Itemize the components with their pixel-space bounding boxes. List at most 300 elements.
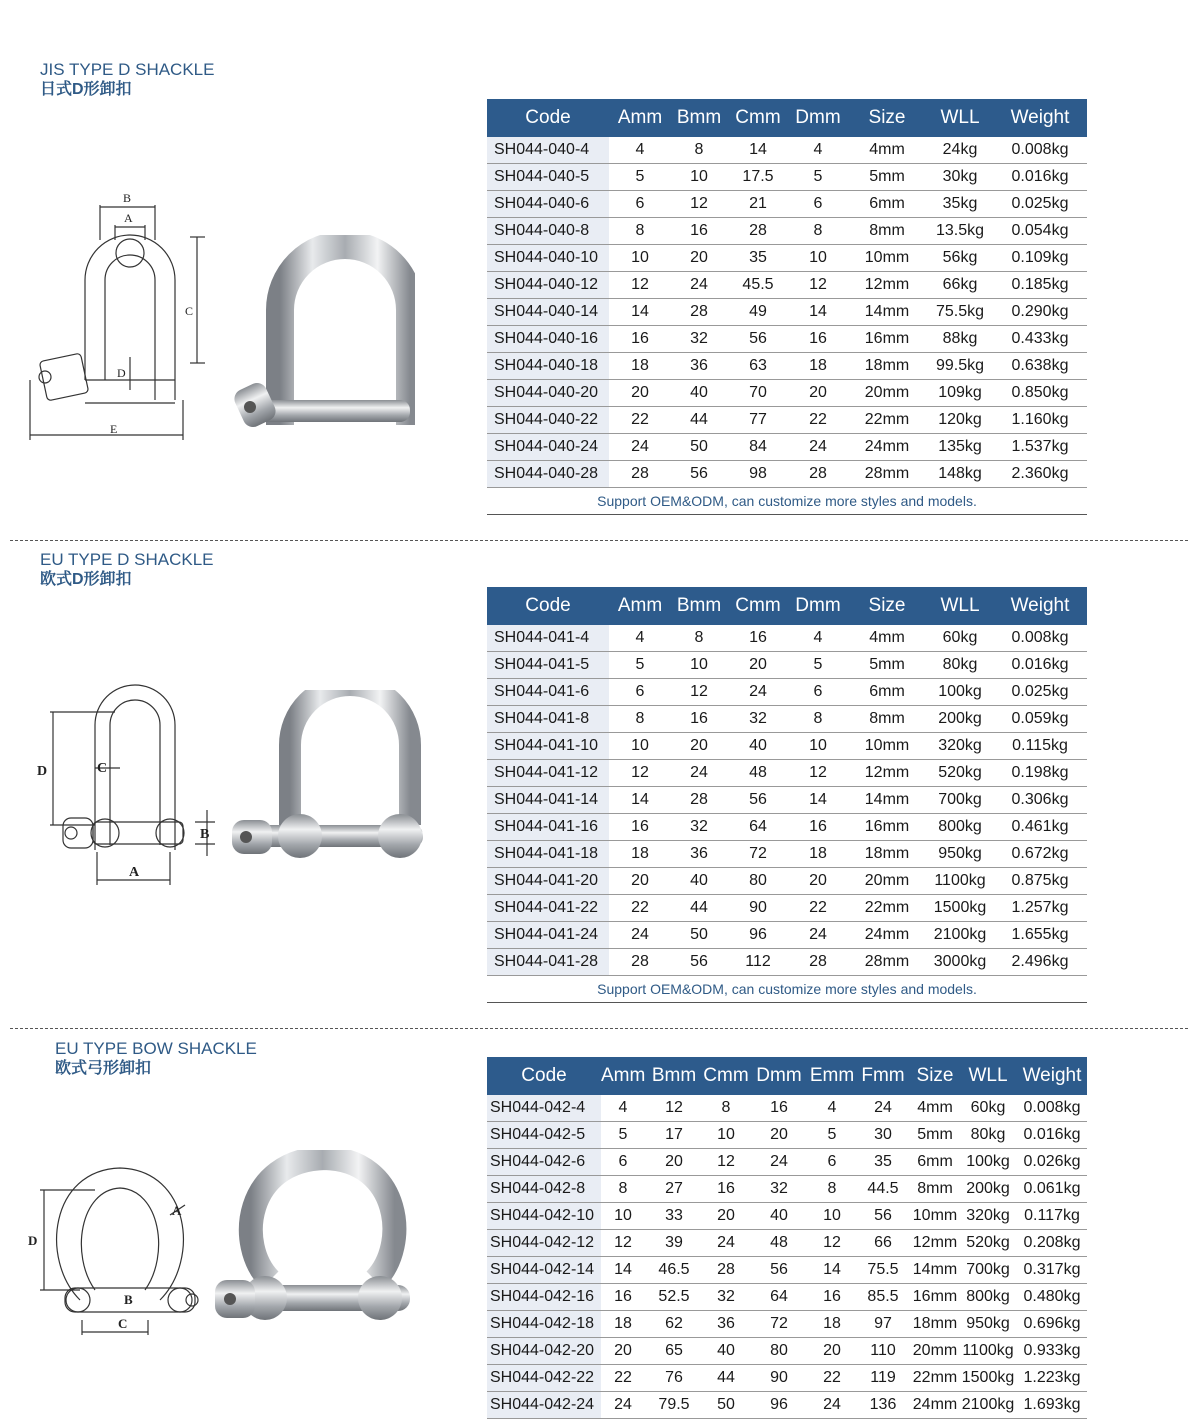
table-cell: 99.5kg (927, 353, 993, 380)
section-3-title (55, 1039, 257, 1079)
table-cell: 16 (609, 326, 671, 353)
table-cell: 56 (749, 1257, 809, 1284)
eu-bow-spec-table (487, 1057, 1087, 1419)
table-cell: 28 (703, 1257, 749, 1284)
table-cell: 4 (609, 137, 671, 164)
table-cell: 200kg (927, 706, 993, 733)
table-cell: 20 (671, 245, 727, 272)
table-cell: 24 (609, 434, 671, 461)
table-cell: 0.025kg (993, 191, 1087, 218)
table-cell: 48 (727, 760, 789, 787)
table-cell: 100kg (959, 1149, 1017, 1176)
table-cell: 3000kg (927, 949, 993, 976)
table-row (487, 353, 1087, 380)
table-row (487, 1149, 1087, 1176)
table-row (487, 272, 1087, 299)
table-cell: 4 (609, 625, 671, 652)
table-cell: 12 (703, 1149, 749, 1176)
table-cell: 22 (809, 1365, 855, 1392)
section-2-title (40, 550, 214, 590)
table-cell: 12mm (847, 760, 927, 787)
table-cell: 20 (703, 1203, 749, 1230)
product-code-cell: SH044-042-14 (487, 1257, 601, 1284)
table-cell: 18 (601, 1311, 645, 1338)
table-cell: 4mm (847, 137, 927, 164)
table-cell: 12 (609, 272, 671, 299)
table-row (487, 652, 1087, 679)
column-header-dmm: Dmm (749, 1057, 809, 1095)
table-cell: 800kg (959, 1284, 1017, 1311)
table-cell: 10 (671, 652, 727, 679)
table-cell: 12 (645, 1095, 703, 1122)
product-code-cell: SH044-042-5 (487, 1122, 601, 1149)
table-row (487, 895, 1087, 922)
table-cell: 1.257kg (993, 895, 1087, 922)
table-cell: 32 (703, 1284, 749, 1311)
table-cell: 10mm (847, 733, 927, 760)
table-row (487, 760, 1087, 787)
section-2-title-en: EU TYPE D SHACKLE (40, 550, 214, 569)
table-cell: 16 (727, 625, 789, 652)
product-code-cell: SH044-040-4 (487, 137, 609, 164)
table-cell: 0.290kg (993, 299, 1087, 326)
table-cell: 44 (703, 1365, 749, 1392)
table-cell: 20mm (911, 1338, 959, 1365)
product-code-cell: SH044-040-16 (487, 326, 609, 353)
table-row (487, 137, 1087, 164)
table-row (487, 245, 1087, 272)
eu-d-shackle-diagram (25, 680, 225, 890)
table-cell: 63 (727, 353, 789, 380)
table-cell: 0.198kg (993, 760, 1087, 787)
table-cell: 112 (727, 949, 789, 976)
table-cell: 20 (789, 868, 847, 895)
table-cell: 6mm (847, 191, 927, 218)
dim-label: D (37, 764, 48, 779)
table-row (487, 868, 1087, 895)
table-cell: 4mm (911, 1095, 959, 1122)
table-cell: 40 (749, 1203, 809, 1230)
table-cell: 20mm (847, 868, 927, 895)
table-cell: 16 (601, 1284, 645, 1311)
table-row (487, 1095, 1087, 1122)
table-cell: 2100kg (927, 922, 993, 949)
dim-label: A (129, 865, 140, 880)
table-cell: 5 (809, 1122, 855, 1149)
table-cell: 1.223kg (1017, 1365, 1087, 1392)
table-cell: 22mm (847, 895, 927, 922)
table-row (487, 1365, 1087, 1392)
table-cell: 98 (727, 461, 789, 488)
table-cell: 50 (703, 1392, 749, 1419)
table-cell: 20 (609, 868, 671, 895)
table-cell: 5 (601, 1122, 645, 1149)
table-cell: 22 (609, 895, 671, 922)
table-cell: 1100kg (927, 868, 993, 895)
table-cell: 1500kg (959, 1365, 1017, 1392)
table-cell: 18 (789, 353, 847, 380)
table-cell: 56 (671, 461, 727, 488)
table-cell: 20 (645, 1149, 703, 1176)
table-cell: 65 (645, 1338, 703, 1365)
table-cell: 0.115kg (993, 733, 1087, 760)
table-cell: 119 (855, 1365, 911, 1392)
table-cell: 1.160kg (993, 407, 1087, 434)
table-cell: 35 (855, 1149, 911, 1176)
product-code-cell: SH044-042-6 (487, 1149, 601, 1176)
column-header-wll: WLL (959, 1057, 1017, 1095)
product-code-cell: SH044-042-8 (487, 1176, 601, 1203)
product-code-cell: SH044-041-10 (487, 733, 609, 760)
table-cell: 8 (609, 218, 671, 245)
column-header-amm: Amm (601, 1057, 645, 1095)
table-cell: 1.693kg (1017, 1392, 1087, 1419)
column-header-emm: Emm (809, 1057, 855, 1095)
table-cell: 28 (789, 949, 847, 976)
table-cell: 12 (789, 272, 847, 299)
table-cell: 0.696kg (1017, 1311, 1087, 1338)
table-row (487, 679, 1087, 706)
table-cell: 36 (671, 841, 727, 868)
table-row (487, 733, 1087, 760)
product-code-cell: SH044-041-8 (487, 706, 609, 733)
table-cell: 46.5 (645, 1257, 703, 1284)
table-cell: 0.185kg (993, 272, 1087, 299)
table-cell: 40 (671, 380, 727, 407)
table-cell: 70 (727, 380, 789, 407)
table-cell: 79.5 (645, 1392, 703, 1419)
dim-label: E (110, 422, 118, 436)
table-cell: 8 (609, 706, 671, 733)
product-code-cell: SH044-041-20 (487, 868, 609, 895)
table-row (487, 461, 1087, 488)
column-header-cmm: Cmm (703, 1057, 749, 1095)
table-row (487, 380, 1087, 407)
section-3-title-en: EU TYPE BOW SHACKLE (55, 1039, 257, 1058)
table-row (487, 1311, 1087, 1338)
table-cell: 80 (727, 868, 789, 895)
table-cell: 32 (671, 814, 727, 841)
table-cell: 14 (789, 299, 847, 326)
column-header-cmm: Cmm (727, 587, 789, 625)
product-code-cell: SH044-040-18 (487, 353, 609, 380)
jis-spec-table (487, 99, 1087, 515)
table-cell: 14 (789, 787, 847, 814)
table-cell: 76 (645, 1365, 703, 1392)
column-header-code: Code (487, 587, 609, 625)
column-header-dmm: Dmm (789, 99, 847, 137)
table-cell: 44.5 (855, 1176, 911, 1203)
table-cell: 10 (703, 1122, 749, 1149)
table-cell: 8 (703, 1095, 749, 1122)
table-cell: 0.026kg (1017, 1149, 1087, 1176)
product-code-cell: SH044-042-24 (487, 1392, 601, 1419)
table-cell: 6 (609, 191, 671, 218)
table-row (487, 1122, 1087, 1149)
table-cell: 28 (609, 461, 671, 488)
column-header-wll: WLL (927, 99, 993, 137)
table-cell: 14 (809, 1257, 855, 1284)
table-cell: 16 (609, 814, 671, 841)
product-code-cell: SH044-040-6 (487, 191, 609, 218)
table-cell: 18 (609, 841, 671, 868)
table-cell: 4 (809, 1095, 855, 1122)
table-cell: 5 (789, 652, 847, 679)
table-cell: 20 (809, 1338, 855, 1365)
table-cell: 66kg (927, 272, 993, 299)
product-code-cell: SH044-040-28 (487, 461, 609, 488)
table-row (487, 625, 1087, 652)
table-cell: 60kg (959, 1095, 1017, 1122)
table-cell: 24 (601, 1392, 645, 1419)
column-header-size: Size (911, 1057, 959, 1095)
product-code-cell: SH044-040-14 (487, 299, 609, 326)
table-cell: 0.672kg (993, 841, 1087, 868)
table-cell: 77 (727, 407, 789, 434)
table-cell: 60kg (927, 625, 993, 652)
table-cell: 16 (789, 326, 847, 353)
table-cell: 16mm (911, 1284, 959, 1311)
table-cell: 30kg (927, 164, 993, 191)
dim-label: C (97, 761, 108, 776)
table-cell: 85.5 (855, 1284, 911, 1311)
table-cell: 40 (703, 1338, 749, 1365)
table-cell: 18mm (847, 841, 927, 868)
table-cell: 64 (727, 814, 789, 841)
table-cell: 12 (789, 760, 847, 787)
table-cell: 24 (703, 1230, 749, 1257)
table-cell: 10 (789, 733, 847, 760)
table-cell: 40 (727, 733, 789, 760)
table-cell: 22 (789, 407, 847, 434)
table-cell: 135kg (927, 434, 993, 461)
table-cell: 75.5kg (927, 299, 993, 326)
table-cell: 0.008kg (1017, 1095, 1087, 1122)
table-cell: 5 (789, 164, 847, 191)
table-cell: 0.933kg (1017, 1338, 1087, 1365)
table-cell: 950kg (959, 1311, 1017, 1338)
table-cell: 6 (601, 1149, 645, 1176)
table-cell: 0.875kg (993, 868, 1087, 895)
table-cell: 8mm (847, 218, 927, 245)
table-cell: 24 (671, 760, 727, 787)
table-cell: 75.5 (855, 1257, 911, 1284)
table-cell: 49 (727, 299, 789, 326)
table-cell: 14mm (911, 1257, 959, 1284)
table-cell: 20mm (847, 380, 927, 407)
table-cell: 17 (645, 1122, 703, 1149)
product-code-cell: SH044-042-10 (487, 1203, 601, 1230)
jis-d-shackle-diagram (25, 185, 205, 445)
table-cell: 24mm (847, 434, 927, 461)
table-cell: 52.5 (645, 1284, 703, 1311)
table-cell: 96 (727, 922, 789, 949)
table-cell: 24mm (847, 922, 927, 949)
table-cell: 6 (609, 679, 671, 706)
table-cell: 22 (789, 895, 847, 922)
table-cell: 36 (671, 353, 727, 380)
product-code-cell: SH044-040-24 (487, 434, 609, 461)
table-row (487, 191, 1087, 218)
table-cell: 45.5 (727, 272, 789, 299)
table-cell: 18 (789, 841, 847, 868)
table-cell: 72 (727, 841, 789, 868)
dim-label: A (172, 1203, 182, 1218)
table-cell: 14mm (847, 299, 927, 326)
table-cell: 200kg (959, 1176, 1017, 1203)
table-cell: 24kg (927, 137, 993, 164)
table-cell: 1.537kg (993, 434, 1087, 461)
table-cell: 136 (855, 1392, 911, 1419)
product-code-cell: SH044-041-6 (487, 679, 609, 706)
table-cell: 520kg (959, 1230, 1017, 1257)
section-divider (10, 540, 1188, 541)
product-code-cell: SH044-041-5 (487, 652, 609, 679)
table-cell: 0.433kg (993, 326, 1087, 353)
product-code-cell: SH044-042-22 (487, 1365, 601, 1392)
table-cell: 27 (645, 1176, 703, 1203)
table-cell: 14 (727, 137, 789, 164)
table-cell: 14 (609, 787, 671, 814)
table-cell: 520kg (927, 760, 993, 787)
table-cell: 28 (671, 787, 727, 814)
table-cell: 10 (609, 733, 671, 760)
table-cell: 8 (601, 1176, 645, 1203)
table-cell: 0.117kg (1017, 1203, 1087, 1230)
table-cell: 0.461kg (993, 814, 1087, 841)
table-cell: 72 (749, 1311, 809, 1338)
table-cell: 320kg (959, 1203, 1017, 1230)
table-cell: 8mm (911, 1176, 959, 1203)
product-code-cell: SH044-041-12 (487, 760, 609, 787)
table-cell: 0.008kg (993, 137, 1087, 164)
table-cell: 24mm (911, 1392, 959, 1419)
table-cell: 33 (645, 1203, 703, 1230)
table-cell: 24 (855, 1095, 911, 1122)
table-cell: 0.054kg (993, 218, 1087, 245)
table-cell: 14 (609, 299, 671, 326)
table-cell: 18mm (847, 353, 927, 380)
table-cell: 12 (671, 191, 727, 218)
table-row (487, 1203, 1087, 1230)
table-cell: 28 (671, 299, 727, 326)
table-cell: 17.5 (727, 164, 789, 191)
dim-label: C (118, 1316, 128, 1331)
table-cell: 8 (671, 137, 727, 164)
table-cell: 0.638kg (993, 353, 1087, 380)
table-cell: 24 (809, 1392, 855, 1419)
table-cell: 16 (809, 1284, 855, 1311)
table-cell: 0.016kg (993, 164, 1087, 191)
product-code-cell: SH044-041-18 (487, 841, 609, 868)
section-1-title-cn: 日式D形卸扣 (40, 81, 132, 98)
table-cell: 32 (749, 1176, 809, 1203)
table-cell: 24 (671, 272, 727, 299)
table-row (487, 407, 1087, 434)
table-cell: 22mm (911, 1365, 959, 1392)
table-cell: 320kg (927, 733, 993, 760)
table-cell: 950kg (927, 841, 993, 868)
table-cell: 24 (789, 434, 847, 461)
table-cell: 8 (789, 706, 847, 733)
table-cell: 20 (749, 1122, 809, 1149)
table-cell: 10 (601, 1203, 645, 1230)
table-cell: 97 (855, 1311, 911, 1338)
table-cell: 44 (671, 895, 727, 922)
column-header-code: Code (487, 1057, 601, 1095)
table-cell: 4 (789, 625, 847, 652)
table-cell: 10 (609, 245, 671, 272)
table-cell: 0.306kg (993, 787, 1087, 814)
table-row (487, 1392, 1087, 1419)
table-cell: 12 (609, 760, 671, 787)
table-row (487, 326, 1087, 353)
table-footer-note: Support OEM&ODM, can customize more styles and models. (487, 488, 1087, 515)
table-cell: 4 (601, 1095, 645, 1122)
column-header-size: Size (847, 99, 927, 137)
dim-label: D (28, 1233, 38, 1248)
table-cell: 16 (789, 814, 847, 841)
table-cell: 0.025kg (993, 679, 1087, 706)
table-cell: 18mm (911, 1311, 959, 1338)
eu-d-spec-table (487, 587, 1087, 1003)
table-cell: 90 (727, 895, 789, 922)
table-cell: 21 (727, 191, 789, 218)
table-cell: 2.360kg (993, 461, 1087, 488)
table-row (487, 1338, 1087, 1365)
column-header-code: Code (487, 99, 609, 137)
product-code-cell: SH044-040-8 (487, 218, 609, 245)
table-cell: 4mm (847, 625, 927, 652)
column-header-weight: Weight (993, 587, 1087, 625)
table-cell: 64 (749, 1284, 809, 1311)
table-cell: 5mm (911, 1122, 959, 1149)
product-code-cell: SH044-040-20 (487, 380, 609, 407)
table-cell: 32 (671, 326, 727, 353)
table-cell: 20 (609, 380, 671, 407)
eu-d-shackle-photo (230, 690, 425, 875)
section-divider (10, 1028, 1188, 1029)
table-cell: 0.016kg (993, 652, 1087, 679)
table-cell: 0.850kg (993, 380, 1087, 407)
product-code-cell: SH044-042-4 (487, 1095, 601, 1122)
table-row (487, 787, 1087, 814)
table-cell: 24 (789, 922, 847, 949)
table-cell: 12mm (911, 1230, 959, 1257)
table-cell: 20 (789, 380, 847, 407)
table-cell: 6 (789, 191, 847, 218)
table-cell: 80 (749, 1338, 809, 1365)
table-cell: 700kg (959, 1257, 1017, 1284)
product-code-cell: SH044-040-22 (487, 407, 609, 434)
column-header-size: Size (847, 587, 927, 625)
table-cell: 12 (809, 1230, 855, 1257)
dim-label: B (123, 191, 132, 205)
dim-label: D (117, 366, 126, 380)
table-cell: 28 (609, 949, 671, 976)
table-cell: 13.5kg (927, 218, 993, 245)
table-cell: 50 (671, 922, 727, 949)
table-cell: 12mm (847, 272, 927, 299)
table-cell: 80kg (959, 1122, 1017, 1149)
section-2-title-cn: 欧式D形卸扣 (40, 571, 132, 588)
table-cell: 0.016kg (1017, 1122, 1087, 1149)
table-row (487, 164, 1087, 191)
table-cell: 100kg (927, 679, 993, 706)
table-cell: 48 (749, 1230, 809, 1257)
column-header-wll: WLL (927, 587, 993, 625)
table-cell: 28mm (847, 949, 927, 976)
